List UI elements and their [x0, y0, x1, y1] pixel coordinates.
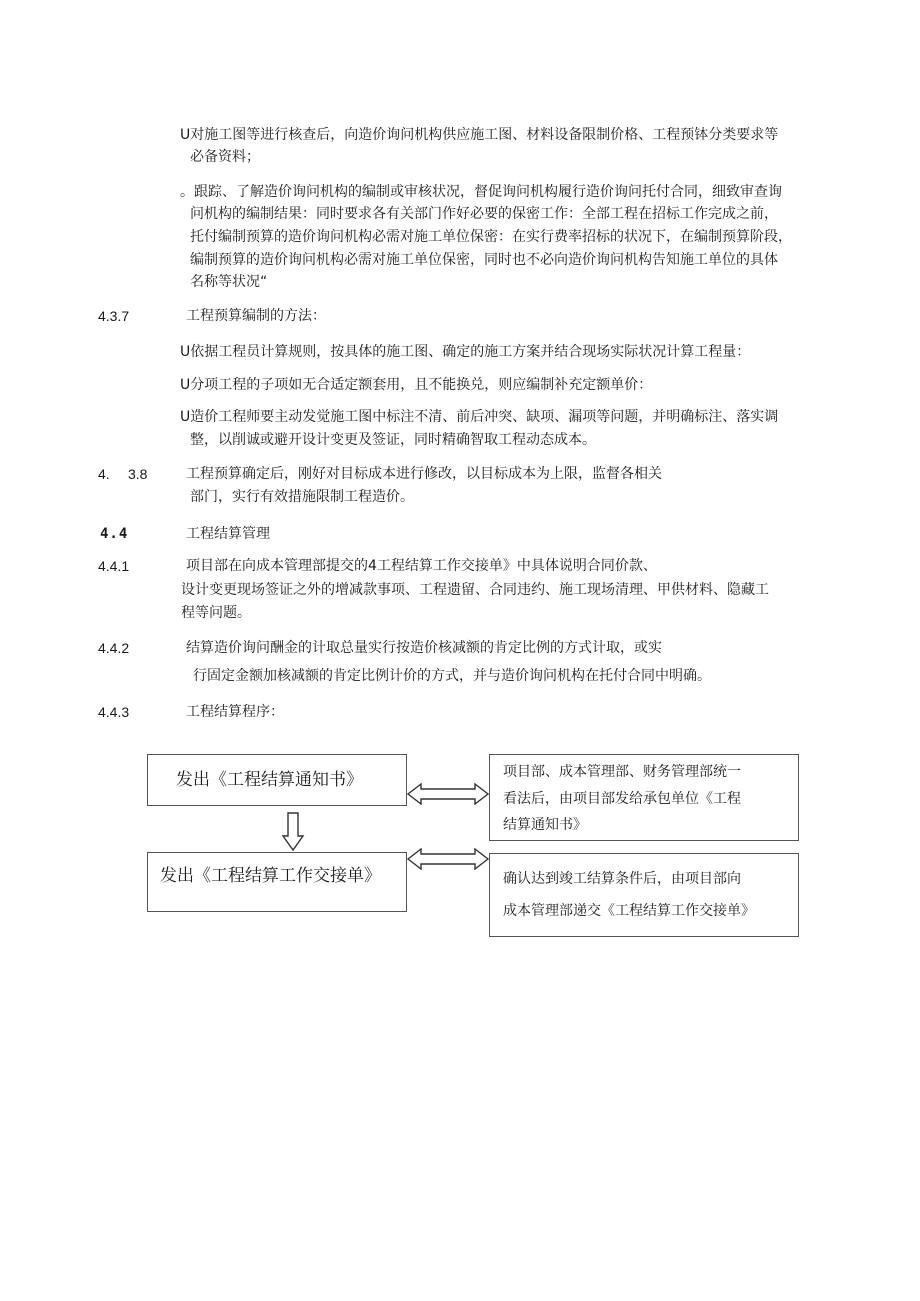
method-item: U分项工程的子项如无合适定额套用，且不能换兑，则应编制补充定额单价： — [180, 377, 653, 393]
method-item: 整，以削诚或避开设计变更及签证，同时精确智取工程动态成本。 — [190, 432, 596, 448]
para-line: 行固定金额加核减额的肯定比例计价的方式，并与造价询问机构在托付合同中明确。 — [193, 668, 711, 684]
section-heading-number: 4.4 — [100, 526, 129, 542]
para-line: 程等问题。 — [181, 605, 251, 621]
flow-box-text: 看法后，由项目部发给承包单位《工程 — [503, 791, 741, 807]
method-item: U依据工程员计算规则，按具体的施工图、确定的施工方案并结合现场实际状况计算工程量： — [180, 344, 751, 360]
section-number: 4. — [98, 466, 110, 482]
para-line: 部门，实行有效措施限制工程造价。 — [190, 489, 414, 505]
para-line: 项目部在向成本管理部提交的4工程结算工作交接单》中具体说明合同价款、 — [186, 558, 657, 574]
flow-box-text: 结算通知书》 — [503, 817, 587, 833]
para-line: 托付编制预算的造价询问机构必需对施工单位保密：在实行费率招标的状况下，在编制预算阶段， — [190, 229, 792, 245]
para-line: 问机构的编制结果：同时要求各有关部门作好必要的保密工作：全部工程在招标工作完成之前， — [190, 206, 778, 222]
para-line: 结算造价询问酬金的计取总量实行按造价核减额的肯定比例的方式计取，或实 — [186, 640, 662, 656]
para-line: 编制预算的造价询问机构必需对施工单位保密，同时也不必向造价询问机构告知施工单位的具体 — [190, 252, 778, 268]
section-number: 4.4.3 — [98, 704, 130, 720]
double-arrow-icon — [407, 847, 489, 873]
para-line: 。跟踪、了解造价询问机构的编制或审核状况，督促询问机构履行造价询问托付合同，细致审查询 — [180, 184, 782, 200]
section-number: 4.4.1 — [98, 558, 130, 574]
section-title: 工程结算程序： — [186, 704, 284, 720]
para-line: U对施工图等进行核查后，向造价询问机构供应施工图、材料设备限制价格、工程预钵分类要求等 — [180, 127, 779, 143]
flow-box-text: 确认达到竣工结算条件后，由项目部向 — [503, 871, 741, 887]
flow-box-desc-handover — [489, 853, 799, 937]
flow-box-desc-notice — [489, 754, 799, 841]
down-arrow-icon — [282, 812, 304, 852]
flow-box-handover — [147, 852, 407, 912]
section-heading: 工程结算管理 — [186, 526, 270, 542]
section-number: 4.3.7 — [98, 308, 130, 324]
section-number: 3.8 — [128, 466, 148, 482]
flow-box-label: 发出《工程结算工作交接单》 — [160, 866, 381, 886]
flow-box-label: 发出《工程结算通知书》 — [176, 770, 363, 790]
method-item: U造价工程师要主动发觉施工图中标注不清、前后冲突、缺项、漏项等问题，并明确标注、落实调 — [180, 409, 779, 425]
para-line: 设计变更现场签证之外的增减款事项、工程遗留、合同违约、施工现场清理、甲供材料、隐藏工 — [181, 582, 769, 598]
flow-box-text: 项目部、成本管理部、财务管理部统一 — [503, 764, 741, 780]
flow-box-text: 成本管理部递交《工程结算工作交接单》 — [503, 903, 755, 919]
section-title: 工程预算编制的方法： — [186, 308, 326, 324]
section-number: 4.4.2 — [98, 640, 130, 656]
para-line: 名称等状况“ — [190, 274, 268, 290]
flow-box-notice — [147, 754, 407, 806]
double-arrow-icon — [407, 782, 489, 808]
para-line: 必备资料； — [190, 149, 260, 165]
para-line: 工程预算确定后，刚好对目标成本进行修改，以目标成本为上限，监督各相关 — [186, 466, 662, 482]
